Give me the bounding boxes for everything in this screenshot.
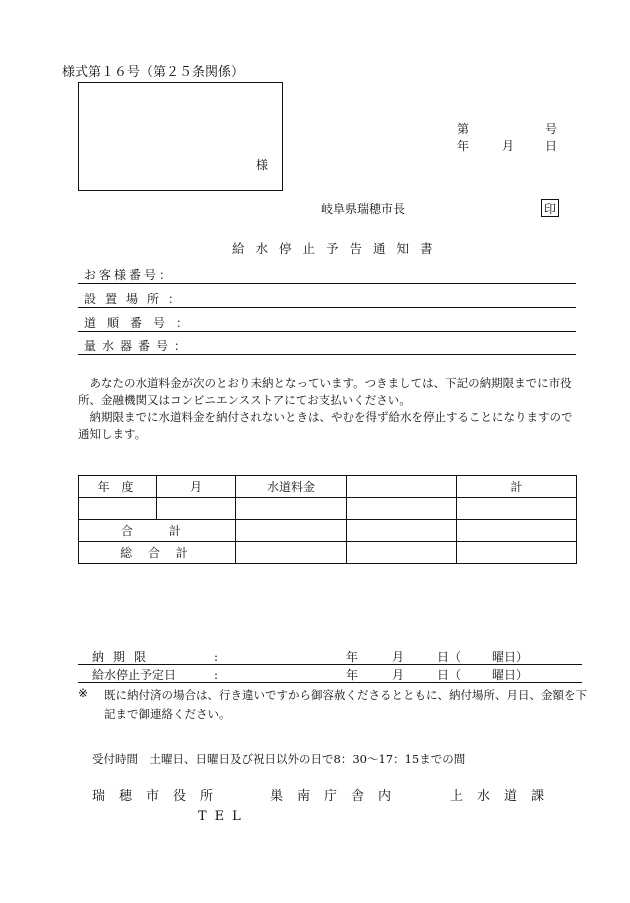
due-date-year: 年 bbox=[346, 650, 359, 664]
suspension-date-line bbox=[78, 682, 582, 683]
table-cell bbox=[457, 520, 577, 542]
table-cell bbox=[236, 498, 347, 520]
suspension-date-day: 日（ bbox=[437, 668, 462, 682]
install-location-line bbox=[78, 307, 576, 308]
doc-number-go: 号 bbox=[545, 122, 558, 136]
fee-table-row bbox=[79, 498, 577, 520]
header-month: 月 bbox=[157, 476, 236, 498]
contact-building: 巣南庁舎内 bbox=[270, 789, 406, 804]
doc-date-day: 日 bbox=[545, 139, 558, 153]
fee-table-subtotal-row bbox=[79, 520, 577, 542]
contact-department: 上水道課 bbox=[450, 789, 559, 804]
table-cell bbox=[236, 520, 347, 542]
due-date-line bbox=[78, 664, 582, 665]
table-cell bbox=[157, 498, 236, 520]
fee-table-grand-total-row bbox=[79, 542, 577, 564]
notice-title: 給水停止予告通知書 bbox=[232, 241, 444, 256]
table-cell bbox=[347, 498, 457, 520]
route-number-label: 道順番号： bbox=[84, 316, 200, 330]
suspension-date-colon: : bbox=[214, 668, 219, 682]
table-cell bbox=[347, 542, 457, 564]
note-text: 既に納付済の場合は、行き違いですから御容赦くださるとともに、納付場所、月日、金額を下記まで御連絡ください。 bbox=[104, 688, 587, 721]
addressee-box bbox=[78, 82, 283, 191]
header-total: 計 bbox=[457, 476, 577, 498]
due-date-month: 月 bbox=[392, 650, 405, 664]
office-hours: 受付時間 土曜日、日曜日及び祝日以外の日で8：30～17：15までの間 bbox=[92, 752, 466, 766]
suspension-date-weekday: 曜日） bbox=[492, 668, 529, 682]
table-cell bbox=[457, 542, 577, 564]
due-date-weekday: 曜日） bbox=[492, 650, 529, 664]
table-cell bbox=[236, 542, 347, 564]
subtotal-label: 合 計 bbox=[79, 520, 236, 542]
fee-table-header bbox=[79, 476, 577, 498]
install-location-label: 設置場所： bbox=[84, 292, 190, 306]
suspension-date-label: 給水停止予定日 bbox=[92, 668, 177, 682]
contact-tel-label: TEL bbox=[198, 809, 249, 824]
grand-total-label: 総 合 計 bbox=[79, 542, 236, 564]
notice-body bbox=[78, 375, 578, 443]
body-paragraph-2: 納期限までに水道料金を納付されないときは、やむを得ず給水を停止することになりますので通知します。 bbox=[78, 410, 573, 441]
customer-number-label: お客様番号： bbox=[84, 268, 175, 282]
suspension-date-year: 年 bbox=[346, 668, 359, 682]
header-year: 年 度 bbox=[79, 476, 157, 498]
issuer-name: 岐阜県瑞穂市長 bbox=[321, 202, 406, 216]
meter-number-label: 量水器番号： bbox=[84, 339, 193, 353]
table-cell bbox=[457, 498, 577, 520]
customer-number-line bbox=[78, 283, 576, 284]
due-date-colon: : bbox=[214, 650, 219, 664]
fee-table bbox=[78, 475, 577, 564]
meter-number-line bbox=[78, 354, 576, 355]
contact-office: 瑞穂市役所 bbox=[92, 789, 228, 804]
doc-number-dai: 第 bbox=[457, 122, 470, 136]
body-paragraph-1: あなたの水道料金が次のとおり未納となっています。つきましては、下記の納期限までに市役所、金融機関又はコンビニエンスストアにてお支払いください。 bbox=[78, 376, 572, 407]
note-mark: ※ bbox=[78, 686, 89, 700]
doc-date-year: 年 bbox=[457, 139, 470, 153]
suspension-date-month: 月 bbox=[392, 668, 405, 682]
doc-date-month: 月 bbox=[502, 139, 515, 153]
header-water-fee: 水道料金 bbox=[236, 476, 347, 498]
table-cell bbox=[347, 520, 457, 542]
addressee-honorific: 様 bbox=[255, 158, 268, 172]
due-date-day: 日（ bbox=[437, 650, 462, 664]
table-cell bbox=[79, 498, 157, 520]
form-number: 様式第１６号（第２５条関係） bbox=[62, 65, 245, 80]
header-extra bbox=[347, 476, 457, 498]
due-date-label: 納期限 bbox=[92, 650, 156, 664]
route-number-line bbox=[78, 331, 576, 332]
seal-stamp: 印 bbox=[541, 199, 559, 217]
